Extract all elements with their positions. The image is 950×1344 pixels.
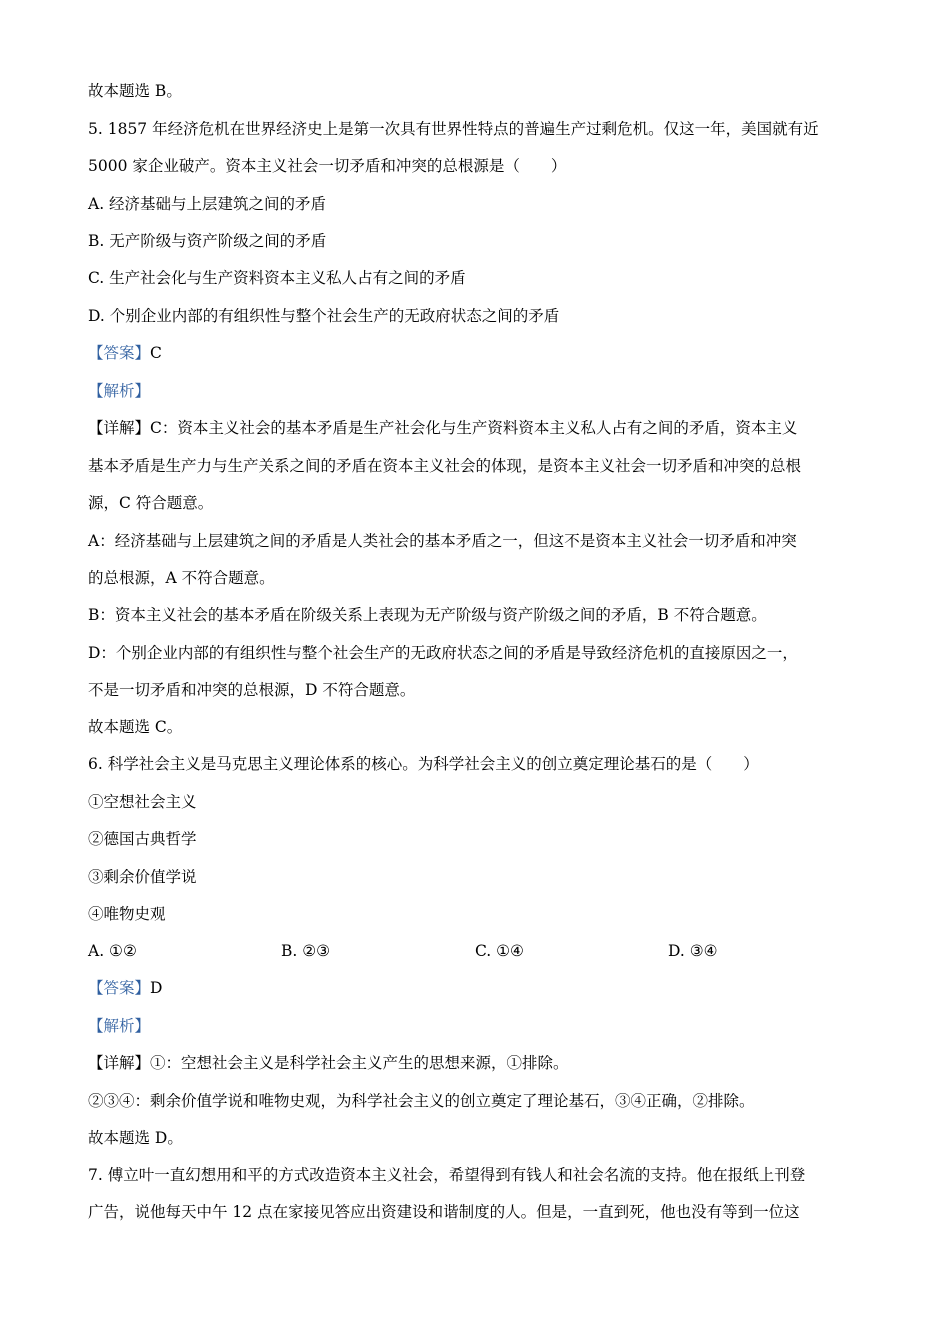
answer-line — [88, 977, 864, 999]
question-5-stem-cont: 5000 家企业破产。资本主义社会一切矛盾和冲突的总根源是（ ） — [88, 157, 567, 175]
answer-line — [88, 342, 864, 364]
answer-value: D — [150, 979, 163, 997]
analysis-line — [88, 380, 864, 402]
detail-line: 【详解】①：空想社会主义是科学社会主义产生的思想来源，①排除。 — [88, 1054, 569, 1072]
text-line: 故本题选 B。 — [88, 82, 182, 100]
text-line: 故本题选 C。 — [88, 718, 183, 736]
statement-3: ③剩余价值学说 — [88, 868, 197, 886]
statement-4: ④唯物史观 — [88, 905, 166, 923]
analysis-line — [88, 1015, 864, 1037]
text-line: 不是一切矛盾和冲突的总根源，D 不符合题意。 — [88, 681, 416, 699]
analysis-tag: 【解析】 — [88, 1017, 151, 1035]
option-d: D. 个别企业内部的有组织性与整个社会生产的无政府状态之间的矛盾 — [88, 307, 560, 325]
text-line: 源，C 符合题意。 — [88, 494, 214, 512]
q6-option-a: A. ①② — [88, 942, 137, 960]
text-line: B：资本主义社会的基本矛盾在阶级关系上表现为无产阶级与资产阶级之间的矛盾，B 不符合题意。 — [88, 606, 767, 624]
question-5-stem: 5. 1857 年经济危机在世界经济史上是第一次具有世界性特点的普遍生产过剩危机。仅这一年，美国就有近 — [88, 120, 819, 138]
q6-option-b: B. ②③ — [281, 942, 331, 960]
text-line: 故本题选 D。 — [88, 1129, 183, 1147]
analysis-tag: 【解析】 — [88, 382, 151, 400]
option-a: A. 经济基础与上层建筑之间的矛盾 — [88, 195, 327, 213]
detail-line: 【详解】C：资本主义社会的基本矛盾是生产社会化与生产资料资本主义私人占有之间的矛盾，资本主义 — [88, 419, 798, 437]
statement-1: ①空想社会主义 — [88, 793, 197, 811]
option-c: C. 生产社会化与生产资料资本主义私人占有之间的矛盾 — [88, 269, 466, 287]
statement-2: ②德国古典哲学 — [88, 830, 197, 848]
question-6-stem: 6. 科学社会主义是马克思主义理论体系的核心。为科学社会主义的创立奠定理论基石的是（ ） — [88, 755, 759, 773]
q6-option-c: C. ①④ — [475, 942, 524, 960]
answer-value: C — [150, 344, 162, 362]
text-line: 的总根源，A 不符合题意。 — [88, 569, 275, 587]
answer-tag: 【答案】 — [88, 979, 151, 997]
q6-option-d: D. ③④ — [668, 942, 718, 960]
detail-tag: 【详解】 — [88, 419, 151, 437]
question-7-stem: 7. 傅立叶一直幻想用和平的方式改造资本主义社会，希望得到有钱人和社会名流的支持。他在报纸上刊登 — [88, 1166, 806, 1184]
detail-tag: 【详解】 — [88, 1054, 151, 1072]
text-line: 基本矛盾是生产力与生产关系之间的矛盾在资本主义社会的体现，是资本主义社会一切矛盾和冲突的总根 — [88, 457, 802, 475]
text-line: ②③④：剩余价值学说和唯物史观，为科学社会主义的创立奠定了理论基石，③④正确，②排除。 — [88, 1092, 755, 1110]
question-7-stem-cont: 广告，说他每天中午 12 点在家接见答应出资建设和谐制度的人。但是，一直到死，他也没有等到一位这 — [88, 1203, 800, 1221]
answer-tag: 【答案】 — [88, 344, 151, 362]
text-line: A：经济基础与上层建筑之间的矛盾是人类社会的基本矛盾之一，但这不是资本主义社会一切矛盾和冲突 — [88, 532, 797, 550]
option-b: B. 无产阶级与资产阶级之间的矛盾 — [88, 232, 327, 250]
text-line: D：个别企业内部的有组织性与整个社会生产的无政府状态之间的矛盾是导致经济危机的直接原因之一， — [88, 644, 798, 662]
